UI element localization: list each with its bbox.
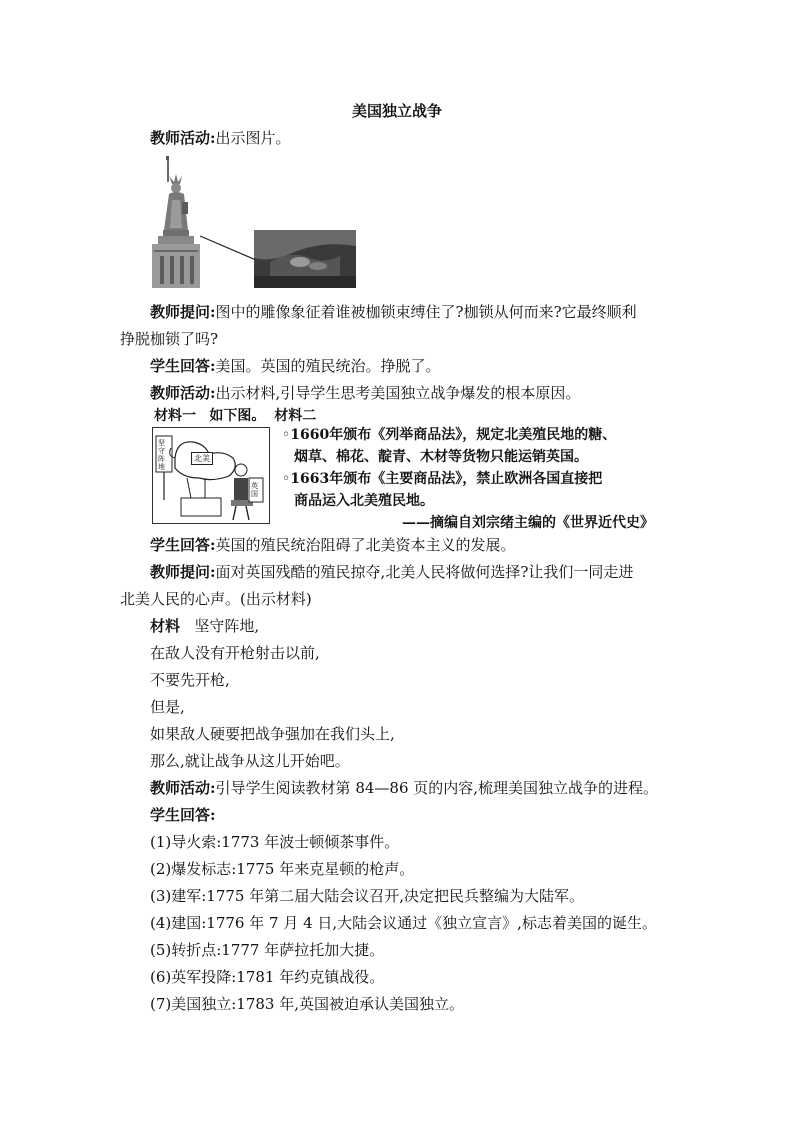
material1-text: 如下图。 — [209, 408, 266, 424]
material2-line: ◦1660年颁布《列举商品法》，规定北美殖民地的糖、 — [282, 427, 617, 443]
para-text: 面对英国残酷的殖民掠夺,北美人民将做何选择?让我们一同走进 — [215, 563, 634, 581]
para-text: 出示图片。 — [215, 129, 291, 147]
progress-step: (2)爆发标志:1775 年来克星顿的枪声。 — [150, 860, 415, 878]
poem-line-first — [150, 616, 259, 636]
progress-step: (7)美国独立:1783 年,英国被迫承认美国独立。 — [150, 995, 465, 1013]
progress-step: (3)建军:1775 年第二届大陆会议召开,决定把民兵整编为大陆军。 — [150, 887, 585, 905]
cartoon-center-label: 北美 — [191, 452, 213, 465]
cartoon-image — [152, 427, 270, 524]
paragraph-student-answer-1 — [150, 356, 441, 376]
paragraph-continuation: 北美人民的心声。(出示材料) — [120, 590, 312, 608]
poem-line: 那么,就让战争从这儿开始吧。 — [150, 752, 350, 770]
material-labels — [154, 406, 316, 426]
paragraph-teacher-activity-1 — [150, 128, 291, 148]
para-label: 教师提问: — [150, 563, 216, 581]
material2-label: 材料二 — [274, 408, 317, 424]
paragraph-teacher-question-1 — [150, 302, 637, 322]
para-text: 图中的雕像象征着谁被枷锁束缚住了?枷锁从何而来?它最终顺利 — [215, 303, 637, 321]
paragraph-teacher-activity-2 — [150, 383, 580, 403]
para-label: 教师活动: — [150, 779, 216, 797]
poem-line: 不要先开枪, — [150, 671, 230, 689]
progress-step: (1)导火索:1773 年波士顿倾茶事件。 — [150, 833, 400, 851]
material1-label: 材料一 — [154, 408, 196, 424]
statue-of-liberty-image — [150, 150, 360, 290]
para-label: 学生回答: — [150, 806, 216, 824]
paragraph-student-answer-3 — [150, 805, 216, 825]
page-title: 美国独立战争 — [351, 102, 442, 120]
progress-step: (4)建国:1776 年 7 月 4 日,大陆会议通过《独立宣言》,标志着美国的诞生。 — [150, 914, 657, 932]
material2-line: 商品运入北美殖民地。 — [294, 493, 434, 509]
poem-text: 坚守阵地, — [194, 617, 260, 635]
para-label: 教师提问: — [150, 303, 216, 321]
paragraph-teacher-question-2 — [150, 562, 633, 582]
paragraph-student-answer-2 — [150, 535, 516, 555]
cartoon-left-sign: 坚守阵地 — [158, 439, 165, 471]
paragraph-teacher-activity-3 — [150, 778, 658, 798]
poem-line: 在敌人没有开枪射击以前, — [150, 644, 320, 662]
cartoon-right-sign: 英国 — [251, 482, 258, 498]
progress-step: (5)转折点:1777 年萨拉托加大捷。 — [150, 941, 385, 959]
para-text: 英国的殖民统治阻碍了北美资本主义的发展。 — [215, 536, 516, 554]
poem-line: 如果敌人硬要把战争强加在我们头上, — [150, 725, 395, 743]
poem-label: 材料 — [150, 617, 181, 635]
para-text: 出示材料,引导学生思考美国独立战争爆发的根本原因。 — [215, 384, 581, 402]
progress-step: (6)英军投降:1781 年约克镇战役。 — [150, 968, 385, 986]
para-text: 引导学生阅读教材第 84—86 页的内容,梳理美国独立战争的进程。 — [215, 779, 659, 797]
material2-line: 烟草、棉花、靛青、木材等货物只能运销英国。 — [294, 449, 588, 465]
para-label: 学生回答: — [150, 357, 216, 375]
material2-box — [282, 424, 662, 534]
para-label: 教师活动: — [150, 384, 216, 402]
para-label: 教师活动: — [150, 129, 216, 147]
paragraph-continuation: 挣脱枷锁了吗? — [120, 330, 219, 348]
poem-line: 但是, — [150, 698, 185, 716]
para-label: 学生回答: — [150, 536, 216, 554]
material2-line: ◦1663年颁布《主要商品法》，禁止欧洲各国直接把 — [282, 471, 603, 487]
material2-citation: ——摘编自刘宗绪主编的《世界近代史》 — [402, 515, 654, 531]
para-text: 美国。英国的殖民统治。挣脱了。 — [215, 357, 441, 375]
